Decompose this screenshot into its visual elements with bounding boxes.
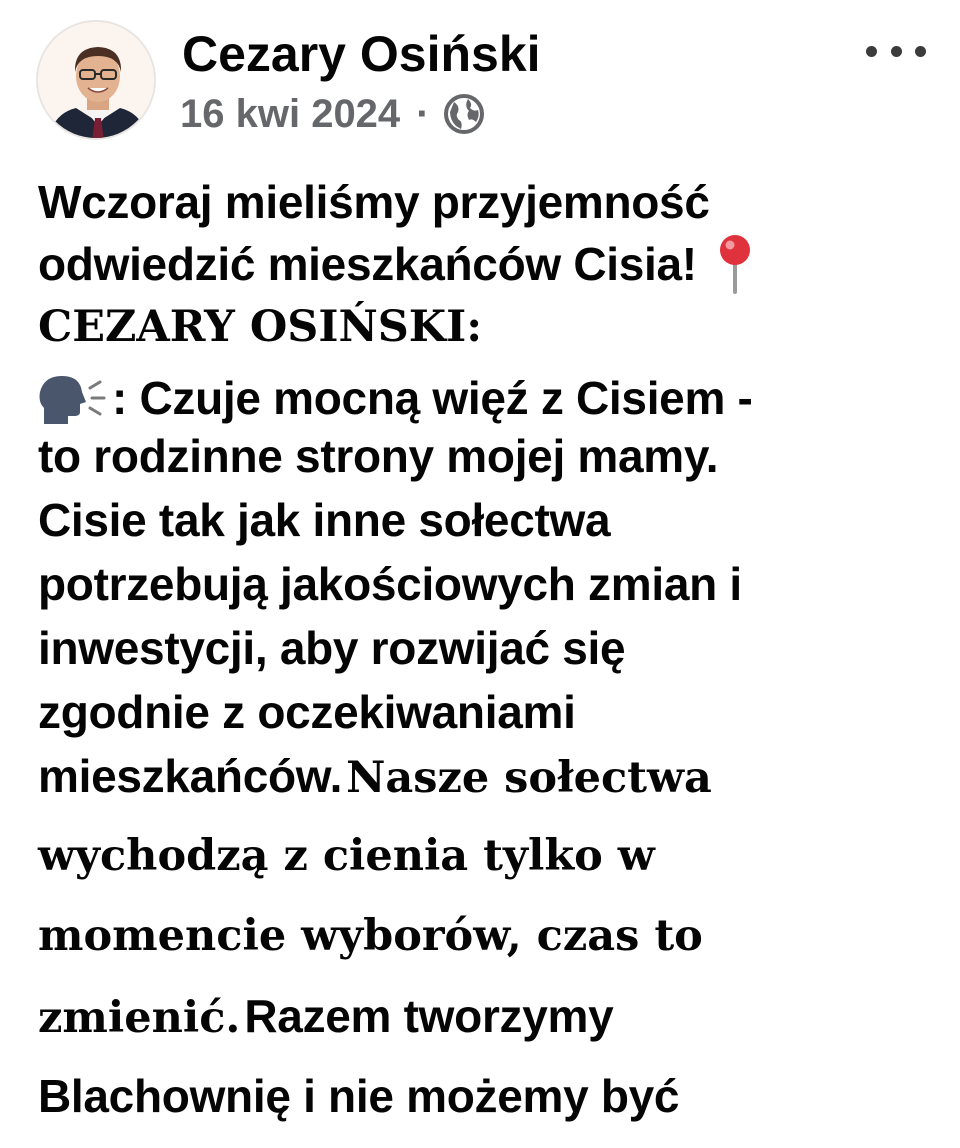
post-text-line: potrzebują jakościowych zmian i — [38, 558, 742, 610]
post-text-line: momencie wyborów, czas to — [38, 911, 703, 961]
post-text-segment: Razem tworzymy — [244, 990, 614, 1042]
speaking-head-icon — [38, 374, 106, 426]
post-meta — [180, 88, 486, 140]
post-text-segment: : Czuje mocną więź z Cisiem - — [112, 372, 753, 424]
post-text-line: zgodnie z oczekiwaniami — [38, 686, 576, 738]
avatar-photo — [38, 22, 156, 140]
post-text-line — [38, 744, 938, 816]
more-horizontal-icon — [866, 46, 877, 57]
post-text-line — [38, 358, 938, 424]
meta-separator: · — [416, 91, 430, 136]
post-text-line: Cisie tak jak inne sołectwa — [38, 494, 611, 546]
post-text-line: to rodzinne strony mojej mamy. — [38, 430, 719, 482]
post-text-line: wychodzą z cienia tylko w — [38, 831, 655, 881]
round-pushpin-icon — [717, 234, 753, 294]
post-text-segment: mieszkańców. — [38, 750, 343, 802]
post-text — [38, 172, 938, 1136]
post-text-line — [38, 232, 938, 296]
more-options-button[interactable] — [866, 36, 926, 66]
post-date[interactable]: 16 kwi 2024 — [180, 91, 401, 136]
avatar[interactable] — [36, 20, 156, 140]
post-text-line — [38, 976, 938, 1056]
more-horizontal-icon — [915, 46, 926, 57]
post-text-line: CEZARY OSIŃSKI: — [38, 302, 483, 352]
globe-icon — [442, 92, 486, 136]
author-name[interactable]: Cezary Osiński — [182, 26, 541, 82]
post-text-line: inwestycji, aby rozwijać się — [38, 622, 626, 674]
post-text-segment: zmienić. — [38, 993, 241, 1043]
post-text-line: Wczoraj mieliśmy przyjemność — [38, 176, 710, 228]
post-header — [0, 0, 960, 160]
more-horizontal-icon — [891, 46, 902, 57]
post-text-line: Blachownię i nie możemy być — [38, 1070, 680, 1122]
post-text-segment: Nasze sołectwa — [346, 753, 712, 803]
post-text-segment: odwiedzić mieszkańców Cisia! — [38, 238, 697, 290]
